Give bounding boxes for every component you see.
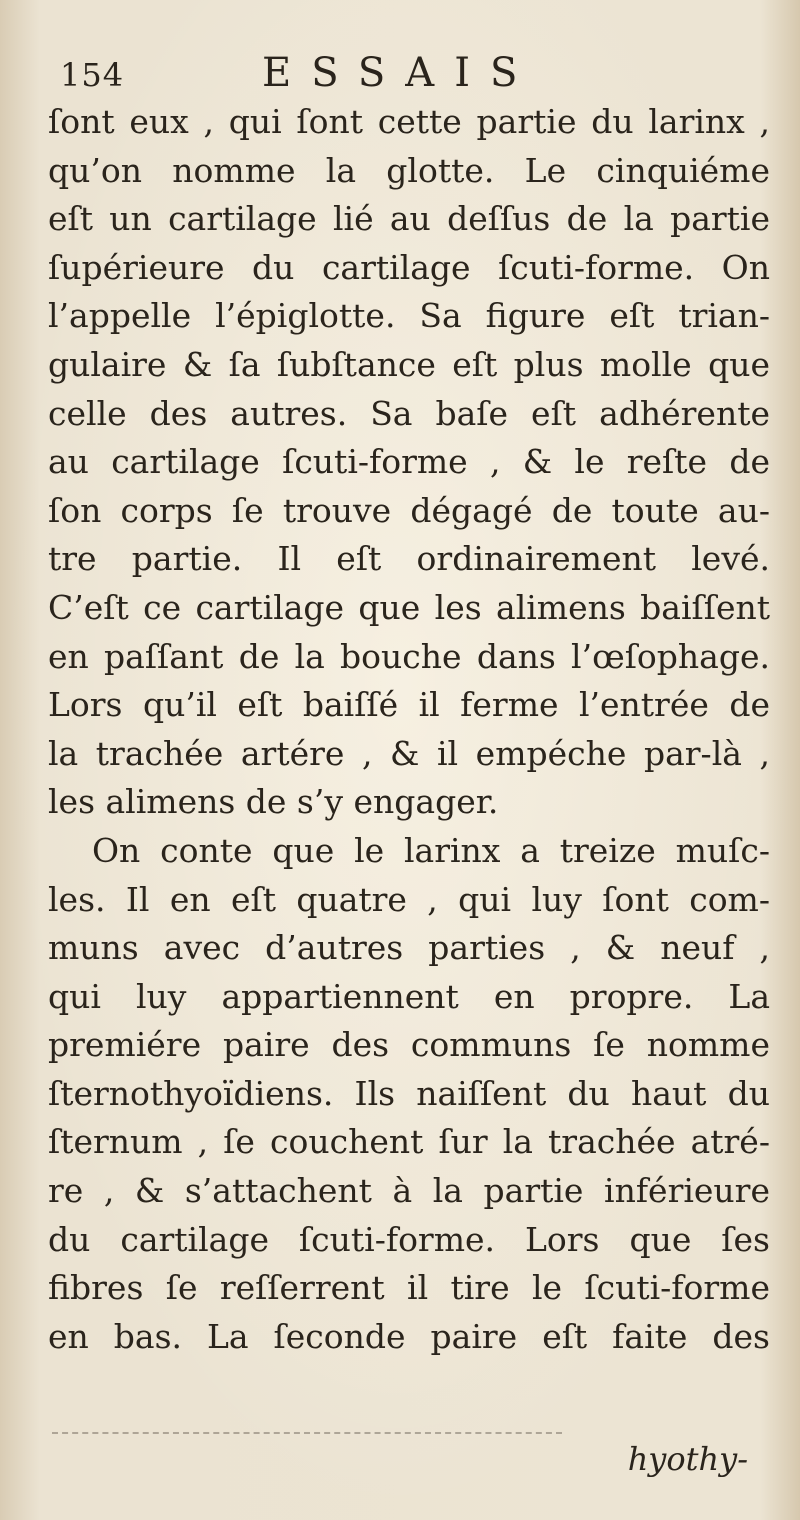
text-line: tre partie. Il eſt ordinairement levé. xyxy=(48,539,770,579)
text-line: ſont eux , qui ſont cette partie du larinx , xyxy=(48,102,770,141)
page-number: 154 xyxy=(60,56,125,94)
text-line: premiére paire des communs ſe nomme xyxy=(48,1025,770,1065)
text-line: ſternothyoïdiens. Ils naiſſent du haut du xyxy=(48,1073,770,1113)
text-line: les alimens de s’y engager. xyxy=(48,782,499,822)
text-line: celle des autres. Sa baſe eſt adhérente xyxy=(48,393,770,433)
body-text xyxy=(48,98,770,1361)
text-line: qui luy appartiennent en propre. La xyxy=(48,976,770,1016)
text-line: du cartilage ſcuti-forme. Lors que ſes xyxy=(48,1219,770,1259)
text-line: en paſſant de la bouche dans l’œſophage. xyxy=(48,636,770,676)
text-line: ſon corps ſe trouve dégagé de toute au- xyxy=(48,490,770,530)
text-line: ſternum , ſe couchent ſur la trachée atré- xyxy=(48,1122,770,1162)
text-line: fibres ſe reſſerrent il tire le ſcuti-forme xyxy=(48,1268,770,1308)
catchword: hyothy- xyxy=(627,1440,748,1478)
text-line: eſt un cartilage lié au deſſus de la partie xyxy=(48,199,770,239)
text-line: On conte que le larinx a treize muſc- xyxy=(92,830,770,870)
running-title: ESSAIS xyxy=(262,50,538,96)
text-line: en bas. La ſeconde paire eſt faite des xyxy=(48,1316,770,1356)
text-line: la trachée artére , & il empéche par-là , xyxy=(48,733,770,773)
text-line: les. Il en eſt quatre , qui luy ſont com- xyxy=(48,879,770,919)
text-line: qu’on nomme la glotte. Le cinquiéme xyxy=(48,150,770,190)
text-line: muns avec d’autres parties , & neuf , xyxy=(48,928,770,968)
text-line: Lors qu’il eſt baiſſé il ferme l’entrée de xyxy=(48,685,770,725)
text-line: C’eſt ce cartilage que les alimens baiſſent xyxy=(48,587,770,627)
page-header xyxy=(0,44,800,104)
text-line: l’appelle l’épiglotte. Sa figure eſt trian- xyxy=(48,296,770,336)
text-line: gulaire & ſa ſubſtance eſt plus molle que xyxy=(48,344,770,384)
text-line: au cartilage ſcuti-forme , & le reſte de xyxy=(48,442,770,482)
text-line: re , & s’attachent à la partie inférieure xyxy=(48,1171,770,1211)
footer-rule xyxy=(52,1432,562,1434)
text-line: ſupérieure du cartilage ſcuti-forme. On xyxy=(48,247,770,287)
